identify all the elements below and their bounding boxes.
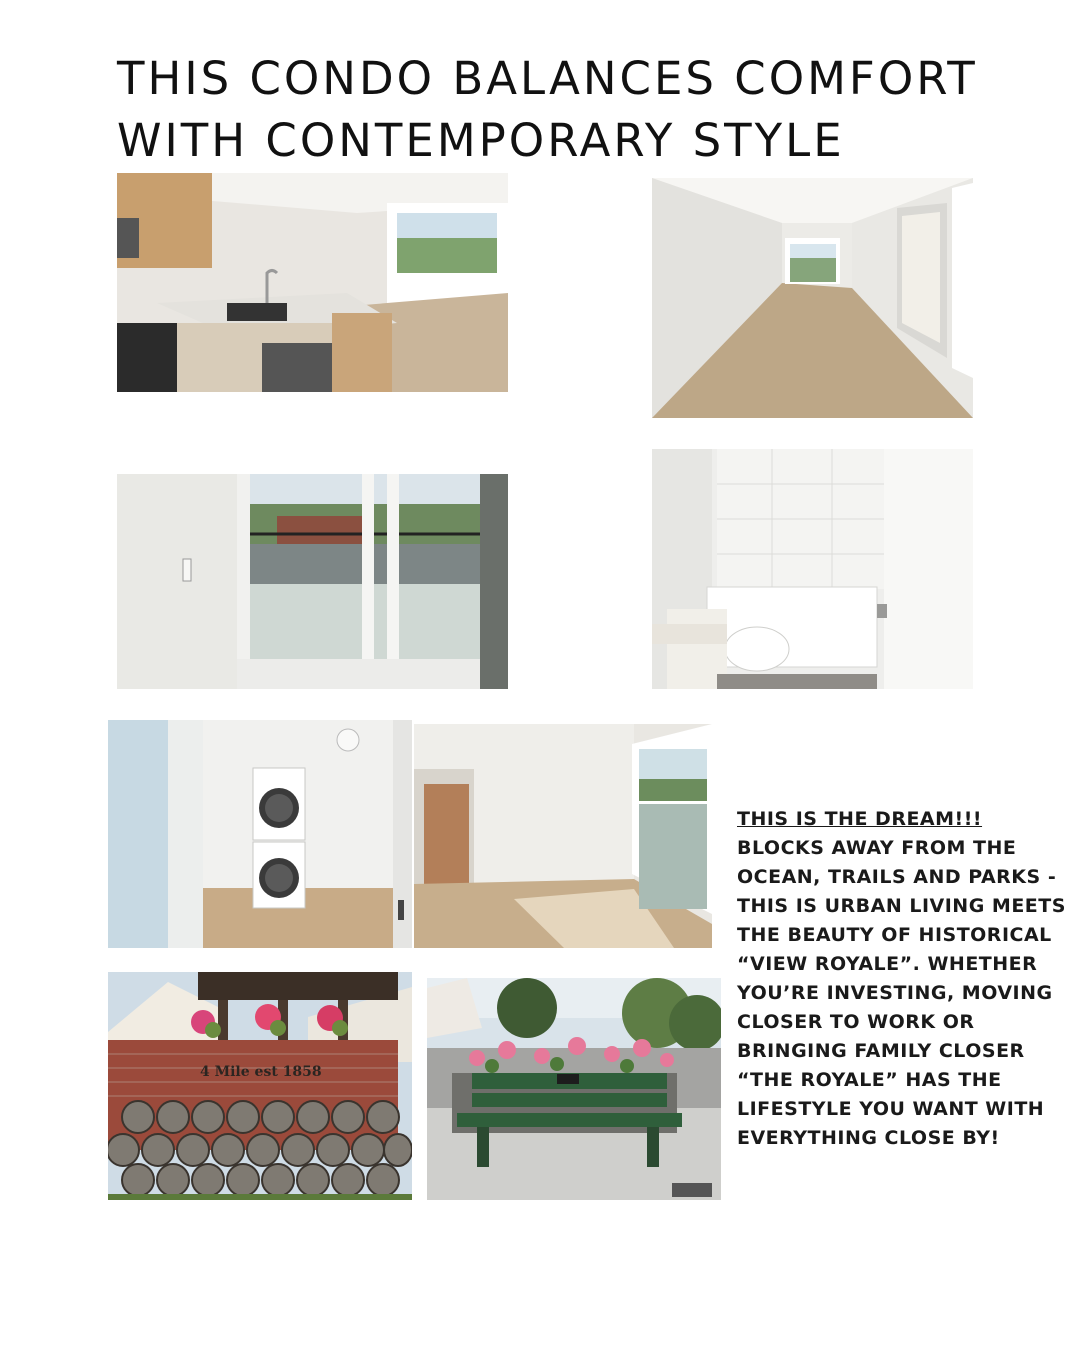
sign-text: 4 Mile est 1858 — [200, 1064, 322, 1080]
kitchen-photo — [117, 173, 508, 392]
page-title — [117, 48, 1017, 172]
title-line-2: WITH CONTEMPORARY STYLE — [117, 114, 845, 167]
laundry-photo — [108, 720, 412, 948]
street-bench-photo — [427, 978, 721, 1200]
balcony-door-photo — [117, 474, 508, 689]
description-text — [737, 805, 1077, 1153]
living-room-photo — [652, 178, 973, 418]
bathroom-photo — [652, 449, 973, 689]
bedroom-photo — [414, 724, 712, 948]
description-heading: THIS IS THE DREAM!!! — [737, 808, 983, 830]
title-line-1: THIS CONDO BALANCES COMFORT — [117, 52, 978, 105]
description-body: BLOCKS AWAY FROM THE OCEAN, TRAILS AND PARKS - THIS IS URBAN LIVING MEETS THE BEAUTY OF HISTORICAL “VIEW ROYALE”. WHETHER YOU’RE INVESTING, MOVING CLOSER TO WORK OR BRINGING FAMILY CLOSER “THE ROYALE” HAS THE LIFESTYLE YOU WANT WITH EVERYTHING CLOSE BY! — [737, 837, 1066, 1149]
barrel-sign-photo — [108, 972, 412, 1200]
